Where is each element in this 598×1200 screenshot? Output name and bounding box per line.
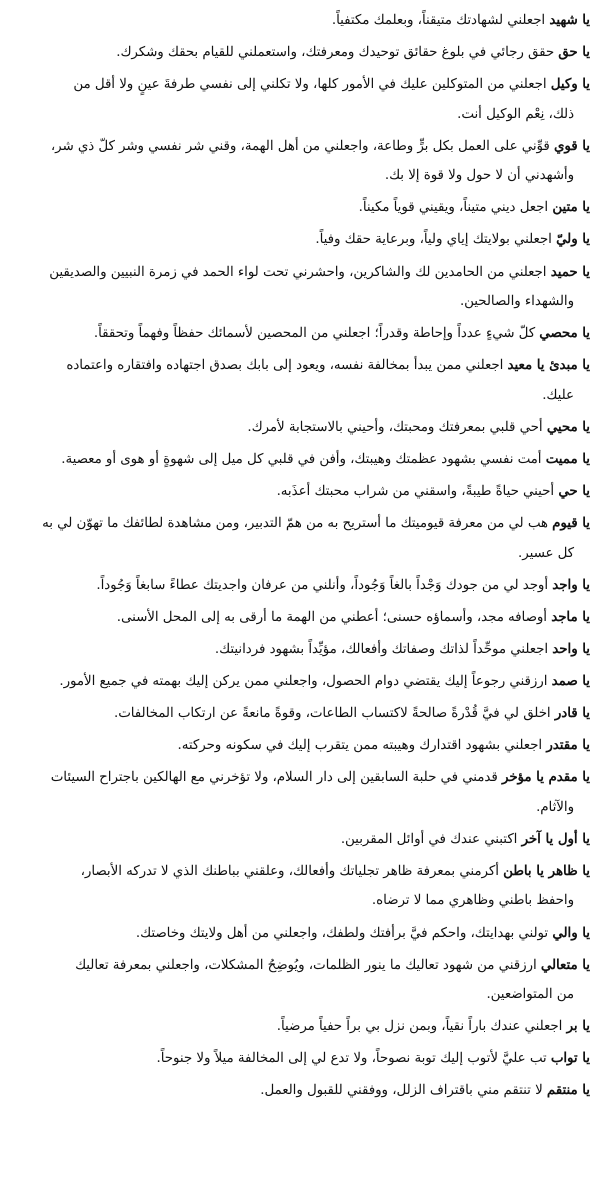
supplication-text: اجعلني من الحامدين لك والشاكرين، واحشرني تحت لواء الحمد في زمرة النبيين والصديقين [49, 264, 547, 280]
supplication-paragraph [8, 603, 590, 633]
supplication-paragraph [8, 319, 590, 349]
divine-name: يا وكيل [550, 77, 590, 93]
supplication-paragraph [8, 825, 590, 855]
supplication-paragraph [8, 699, 590, 729]
supplication-paragraph [8, 509, 590, 568]
supplication-continuation: ذلك، نِعْم الوكيل أنت. [457, 106, 574, 122]
supplication-text: حقق رجائي في بلوغ حقائق توحيدك ومعرفتك، واستعملني للقيام بحقك وشكرك. [116, 45, 555, 61]
supplication-paragraph [8, 731, 590, 761]
supplication-text: اجعلني ممن يبدأ بمخالفة نفسه، ويعود إلى بابك بصدق اجتهاده وافتقاره واعتماده [66, 358, 504, 374]
divine-name: يا محصي [539, 326, 590, 342]
supplication-text: تب عليَّ لأتوب إليك توبة نصوحاً، ولا تدع لي إلى المخالفة ميلاً ولا جنوحاً. [156, 1051, 547, 1067]
divine-name: يا متعالي [540, 957, 590, 973]
supplication-continuation: واحفظ باطني وظاهري مما لا ترضاه. [371, 893, 574, 909]
supplication-paragraph [8, 667, 590, 697]
divine-name: يا أول يا آخر [521, 831, 590, 847]
supplication-text: قوِّني على العمل بكل برٍّ وطاعة، واجعلني من أهل الهمة، وقني شر نفسي وشر كلّ ذي شر، [50, 138, 550, 154]
divine-name: يا مقتدر [546, 738, 590, 754]
supplication-text: كلّ شيءٍ عدداً وإحاطة وقدراً؛ اجعلني من المحصين لأسمائك حفظاً وفهماً وتحققاً. [93, 326, 536, 342]
supplication-continuation: كل عسير. [518, 545, 574, 561]
supplication-text: اجعلني بولايتك إياي ولياً، وبرعاية حقك وفياً. [315, 232, 552, 248]
supplication-text: ارزقني رجوعاً إليك يقتضي دوام الحصول، واجعلني ممن يركن إليك بهمته في جميع الأمور. [59, 674, 548, 689]
supplication-text: اجعلني موحِّداً لذاتك وصفاتك وأفعالك، مؤيِّداً بشهود فردانيتك. [214, 641, 549, 657]
supplication-text: لا تنتقم مني باقتراف الزلل، ووفقني للقبول والعمل. [260, 1083, 543, 1099]
supplication-continuation: من المتواضعين. [486, 987, 574, 1003]
divine-name: يا قوي [553, 138, 590, 154]
supplication-text: أحي قلبي بمعرفتك ومحبتك، وأحيني بالاستجابة لأمرك. [247, 419, 543, 435]
supplication-text: أمت نفسي بشهود عظمتك وهيبتك، وأفن في قلبي كل ميل إلى شهوةٍ أو هوى أو معصية. [61, 451, 542, 467]
supplication-paragraph [8, 193, 590, 223]
supplication-text: ارزقني من شهود تعاليك ما ينور الظلمات، ويُوضِحُ المشكلات، واجعلني بمعرفة تعاليك [75, 957, 537, 973]
supplication-paragraph [8, 132, 590, 191]
supplication-text: تولني بهدايتك، واحكم فيَّ برأفتك ولطفك، واجعلني من أهل ولايتك وخاصتك. [135, 925, 549, 941]
divine-name: يا تواب [550, 1051, 590, 1067]
supplication-text: اجعلني من المتوكلين عليك في الأمور كلها، ولا تكلني إلى نفسي طرفةَ عينٍ ولا أقل من [73, 77, 547, 93]
divine-name: يا ماجد [551, 609, 590, 625]
divine-name: يا منتقم [546, 1083, 590, 1099]
supplication-text: أحيني حياةً طيبةً، واسقني من شراب محبتك أعذَبه. [276, 484, 555, 500]
supplication-paragraph [8, 351, 590, 410]
supplication-paragraph [8, 258, 590, 317]
divine-name: يا والي [552, 925, 590, 941]
divine-name: يا واحد [552, 641, 590, 657]
supplication-paragraph [8, 951, 590, 1010]
supplication-text: اجعلني بشهود اقتدارك وهيبته ممن يتقرب إليك في سكونه وحركته. [177, 738, 543, 754]
supplication-paragraph [8, 919, 590, 949]
supplication-paragraph [8, 857, 590, 916]
divine-name: يا مميت [545, 451, 590, 467]
divine-name: يا ظاهر يا باطن [503, 863, 590, 879]
supplication-text: أوصافه مجد، وأسماؤه حسنى؛ أعطني من الهمة ما أرقى به إلى المحل الأسنى. [116, 609, 547, 625]
supplication-continuation: عليك. [542, 387, 574, 403]
divine-name: يا قادر [554, 706, 590, 722]
supplication-text: اجعل ديني متيناً، ويقيني قوياً مكيناً. [358, 200, 549, 216]
supplication-text: اخلق لي فيَّ قُدْرةً صالحةً لاكتساب الطاعات، وقوةً مانعةً عن ارتكاب المخالفات. [114, 706, 551, 722]
supplication-text: اجعلني عندك باراً نقياً، وبمن نزل بي براً حفياً مرضياً. [276, 1019, 563, 1035]
supplication-list [8, 6, 590, 1106]
supplication-paragraph [8, 413, 590, 443]
supplication-paragraph [8, 571, 590, 601]
supplication-text: قدمني في حلبة السابقين إلى دار السلام، ولا تؤخرني مع الهالكين باجتراح السيئات [50, 770, 498, 786]
divine-name: يا مبدئ يا معيد [507, 358, 590, 374]
supplication-paragraph [8, 1076, 590, 1106]
divine-name: يا وليّ [556, 232, 590, 248]
supplication-text: اكتبني عندك في أوائل المقربين. [340, 831, 518, 847]
supplication-paragraph [8, 1044, 590, 1074]
divine-name: يا محيي [546, 419, 590, 435]
supplication-paragraph [8, 225, 590, 255]
divine-name: يا حي [558, 484, 590, 500]
divine-name: يا حميد [550, 264, 590, 280]
supplication-paragraph [8, 6, 590, 36]
supplication-paragraph [8, 38, 590, 68]
supplication-paragraph [8, 635, 590, 665]
supplication-text: هب لي من معرفة قيوميتك ما أستريح به من همّ التدبير، ومن مشاهدة لطائفك ما تهوّن لي به [42, 516, 548, 532]
divine-name: يا بر [566, 1019, 590, 1035]
supplication-paragraph [8, 477, 590, 507]
supplication-continuation: وأشهدني أن لا حول ولا قوة إلا بك. [384, 168, 574, 184]
divine-name: يا صمد [551, 674, 590, 689]
supplication-text: أكرمني بمعرفة ظاهر تجلياتك وأفعالك، وعلقني بباطنك الذي لا تدركه الأبصار، [80, 863, 499, 879]
supplication-paragraph [8, 1012, 590, 1042]
supplication-text: أوجد لي من جودك وَجْداً بالغاً وَجُوداً، وأنلني من عرفان واجديتك عطاءً سابغاً وَجُوداً. [96, 577, 549, 593]
supplication-paragraph [8, 445, 590, 475]
supplication-text: اجعلني لشهادتك متيقناً، وبعلمك مكتفياً. [331, 13, 546, 28]
supplication-paragraph [8, 70, 590, 129]
divine-name: يا واجد [552, 577, 590, 593]
supplication-continuation: والشهداء والصالحين. [459, 294, 574, 310]
supplication-continuation: والآثام. [536, 799, 574, 815]
divine-name: يا حق [558, 45, 590, 61]
divine-name: يا قيوم [552, 516, 590, 532]
divine-name: يا متين [552, 200, 590, 216]
divine-name: يا شهيد [549, 13, 590, 28]
divine-name: يا مقدم يا مؤخر [501, 770, 590, 786]
supplication-paragraph [8, 763, 590, 822]
